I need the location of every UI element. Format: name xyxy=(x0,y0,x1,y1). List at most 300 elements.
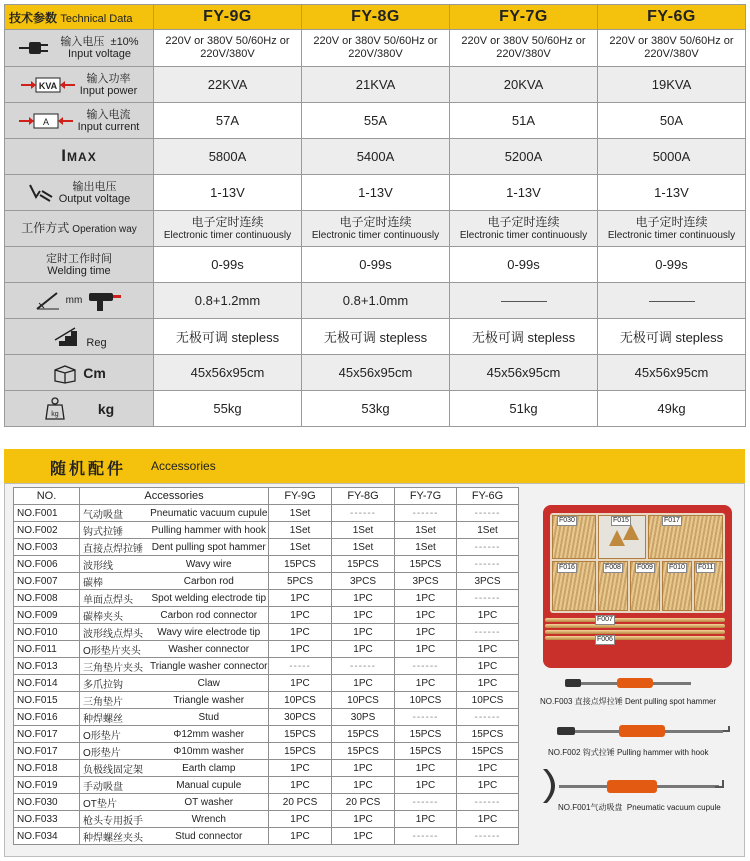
accessory-quantity: 1Set xyxy=(332,522,395,539)
box-icon xyxy=(52,362,78,384)
accessory-quantity: 15PCS xyxy=(332,743,395,760)
accessory-quantity: 1PC xyxy=(395,811,457,828)
accessory-quantity: 1PC xyxy=(332,641,395,658)
accessory-code: NO.F013 xyxy=(14,658,80,675)
accessory-quantity: 1PC xyxy=(269,760,332,777)
accessory-quantity: 1PC xyxy=(457,607,519,624)
accessory-quantity: ------ xyxy=(395,709,457,726)
spec-value: 5400A xyxy=(302,139,450,175)
accessory-quantity: 1PC xyxy=(269,641,332,658)
accessory-name-en: Triangle washer xyxy=(150,692,269,709)
accessory-quantity: 20 PCS xyxy=(269,794,332,811)
spec-label-welding-time xyxy=(5,247,154,283)
accessory-name-en: Wavy wire electrode tip xyxy=(150,624,269,641)
case-tag: F006 xyxy=(597,636,613,643)
spec-value: 5800A xyxy=(154,139,302,175)
accessory-code: NO.F008 xyxy=(14,590,80,607)
accessory-name-zh: 单面点焊头 xyxy=(80,590,150,607)
accessory-quantity: 1Set xyxy=(457,522,519,539)
angle-wire-icon xyxy=(35,291,61,311)
accessory-quantity: 1PC xyxy=(332,590,395,607)
spec-value: 55kg xyxy=(154,391,302,427)
column-header: Accessories xyxy=(80,488,269,505)
hook-hammer-image xyxy=(557,724,732,738)
spec-value: 0-99s xyxy=(154,247,302,283)
accessory-name-en: Carbon rod xyxy=(150,573,269,590)
ampere-icon-text: A xyxy=(42,116,49,127)
spec-label-weight xyxy=(5,391,154,427)
accessory-quantity: 10PCS xyxy=(332,692,395,709)
accessory-code: NO.F009 xyxy=(14,607,80,624)
accessory-quantity: 1PC xyxy=(395,760,457,777)
accessory-name-en: Stud connector xyxy=(150,828,269,845)
accessory-name-en: Φ12mm washer xyxy=(150,726,269,743)
spec-row-regulation xyxy=(5,319,746,355)
label-en: Input current xyxy=(77,120,140,133)
accessory-quantity: 1PC xyxy=(457,811,519,828)
spec-value: 电子定时连续 Electronic timer continuously xyxy=(598,211,746,247)
spec-label-imax xyxy=(5,139,154,175)
label-en: Welding time xyxy=(47,264,111,277)
accessory-name-en: Manual cupule xyxy=(150,777,269,794)
accessory-quantity: 3PCS xyxy=(395,573,457,590)
spec-value: 45x56x95cm xyxy=(598,355,746,391)
carbon-rod xyxy=(545,618,725,622)
accessory-row xyxy=(14,709,519,726)
label-en: Input power xyxy=(79,84,138,97)
accessory-quantity: ------ xyxy=(457,794,519,811)
accessory-row xyxy=(14,777,519,794)
accessory-row xyxy=(14,692,519,709)
accessory-name-zh: 碳棒夹头 xyxy=(80,607,150,624)
accessory-row xyxy=(14,658,519,675)
accessory-name-zh: O形垫片 xyxy=(80,743,150,760)
accessory-row xyxy=(14,811,519,828)
spec-value: 22KVA xyxy=(154,67,302,103)
accessory-code: NO.F011 xyxy=(14,641,80,658)
spec-row-input-voltage xyxy=(5,30,746,67)
label-zh: 输入功率 xyxy=(86,72,131,85)
accessory-row xyxy=(14,505,519,522)
spec-label-operation-way xyxy=(5,211,154,247)
accessories-table xyxy=(13,487,519,845)
accessory-quantity: 3PCS xyxy=(332,573,395,590)
label-zh: 输入电流 xyxy=(86,108,131,121)
accessories-panel xyxy=(4,483,745,857)
accessory-quantity: 15PCS xyxy=(395,743,457,760)
spec-value: 0.8+1.2mm xyxy=(154,283,302,319)
empty-dash xyxy=(649,301,695,302)
column-header: FY-8G xyxy=(332,488,395,505)
accessory-name-zh: OT垫片 xyxy=(80,794,150,811)
spec-value: 5000A xyxy=(598,139,746,175)
spec-value: 电子定时连续 Electronic timer continuously xyxy=(154,211,302,247)
spec-label-input-voltage xyxy=(5,30,154,67)
spec-value: 1-13V xyxy=(302,175,450,211)
accessory-quantity: 1Set xyxy=(269,505,332,522)
accessory-quantity: ------ xyxy=(457,624,519,641)
accessory-row xyxy=(14,828,519,845)
tool-caption: NO.F002 钩式拉锤 Pulling hammer with hook xyxy=(548,748,709,757)
spec-value: 57A xyxy=(154,103,302,139)
column-header: FY-9G xyxy=(269,488,332,505)
label-en: mm xyxy=(65,294,83,306)
accessory-name-zh: 钩式拉锤 xyxy=(80,522,150,539)
accessory-quantity: 15PCS xyxy=(269,726,332,743)
accessory-quantity: 1Set xyxy=(395,522,457,539)
accessory-quantity: ------ xyxy=(457,590,519,607)
carbon-rod xyxy=(545,624,725,628)
spec-value: 51A xyxy=(450,103,598,139)
accessory-quantity: 1PC xyxy=(395,590,457,607)
accessory-name-zh: 手动吸盘 xyxy=(80,777,150,794)
accessory-code: NO.F016 xyxy=(14,709,80,726)
case-tag: F008 xyxy=(605,564,621,571)
spec-value: 电子定时连续 Electronic timer continuously xyxy=(450,211,598,247)
accessory-name-zh: 碳棒 xyxy=(80,573,150,590)
label-en: Output voltage xyxy=(58,192,131,205)
accessory-name-en: Pneumatic vacuum cupule xyxy=(150,505,269,522)
accessory-quantity: 1PC xyxy=(332,624,395,641)
spec-row-input-power xyxy=(5,67,746,103)
column-header: FY-7G xyxy=(395,488,457,505)
spec-value: 0-99s xyxy=(598,247,746,283)
accessory-quantity: 1PC xyxy=(269,607,332,624)
accessory-quantity: 1Set xyxy=(395,539,457,556)
accessory-quantity: 1PC xyxy=(395,624,457,641)
weight-icon xyxy=(44,397,66,421)
accessory-quantity: 1PC xyxy=(332,607,395,624)
accessory-code: NO.F017 xyxy=(14,726,80,743)
spec-value: 0.8+1.0mm xyxy=(302,283,450,319)
accessory-row xyxy=(14,556,519,573)
case-tag: F030 xyxy=(559,517,575,524)
spec-value: 220V or 380V 50/60Hz or 220V/380V xyxy=(302,30,450,67)
spec-value: 45x56x95cm xyxy=(302,355,450,391)
spec-value: 无极可调 stepless xyxy=(450,319,598,355)
accessory-name-en: Washer connector xyxy=(150,641,269,658)
spec-value: 55A xyxy=(302,103,450,139)
accessory-name-zh: 三角垫片夹头 xyxy=(80,658,150,675)
label-zh: 输入电压 xyxy=(60,36,105,48)
accessory-quantity: 3PCS xyxy=(457,573,519,590)
accessory-quantity: 1PC xyxy=(457,760,519,777)
spec-value: 45x56x95cm xyxy=(154,355,302,391)
accessory-quantity: 1PC xyxy=(332,828,395,845)
technical-data-header-row xyxy=(5,5,746,30)
accessory-quantity: 1PC xyxy=(332,811,395,828)
model-header: FY-8G xyxy=(302,5,450,30)
accessory-code: NO.F003 xyxy=(14,539,80,556)
technical-data-title-en: Technical Data xyxy=(60,12,133,25)
accessory-quantity: 1Set xyxy=(269,539,332,556)
spec-row-welding-time xyxy=(5,247,746,283)
accessory-name-zh: 多爪拉钩 xyxy=(80,675,150,692)
spot-gun-icon xyxy=(87,290,123,312)
accessory-quantity: 1PC xyxy=(395,777,457,794)
accessory-quantity: 15PCS xyxy=(269,743,332,760)
accessory-name-en: Wavy wire xyxy=(150,556,269,573)
spec-value: 0-99s xyxy=(450,247,598,283)
accessory-quantity: ------ xyxy=(457,556,519,573)
column-header: NO. xyxy=(14,488,80,505)
accessory-quantity: 15PCS xyxy=(269,556,332,573)
accessory-quantity: 1PC xyxy=(457,777,519,794)
accessory-quantity: 1PC xyxy=(269,590,332,607)
accessories-table-body xyxy=(14,488,519,845)
accessory-quantity: 1PC xyxy=(457,641,519,658)
accessory-name-en: Dent pulling spot hammer xyxy=(150,539,269,556)
accessory-quantity: 1PC xyxy=(269,675,332,692)
accessory-code: NO.F017 xyxy=(14,743,80,760)
accessory-code: NO.F034 xyxy=(14,828,80,845)
spec-label-output-voltage xyxy=(5,175,154,211)
accessory-quantity: ----- xyxy=(269,658,332,675)
spec-label-wire xyxy=(5,283,154,319)
welding-gun-icon xyxy=(28,183,54,203)
accessory-quantity: ------ xyxy=(395,828,457,845)
accessory-quantity: 1PC xyxy=(457,658,519,675)
accessory-row xyxy=(14,760,519,777)
accessory-quantity: ------ xyxy=(457,505,519,522)
imax-label: IMAX xyxy=(61,145,97,165)
stairs-icon xyxy=(51,326,81,348)
case-tag: F016 xyxy=(559,564,575,571)
accessory-quantity: 15PCS xyxy=(457,743,519,760)
case-tag: F011 xyxy=(698,564,714,571)
plug-icon xyxy=(19,39,55,57)
accessory-quantity: 10PCS xyxy=(395,692,457,709)
spec-value: 45x56x95cm xyxy=(450,355,598,391)
accessory-row xyxy=(14,539,519,556)
accessory-name-en: Spot welding electrode tip xyxy=(150,590,269,607)
accessory-row xyxy=(14,726,519,743)
accessory-quantity: ------ xyxy=(395,658,457,675)
spec-value: 1-13V xyxy=(598,175,746,211)
case-tag: F015 xyxy=(613,517,629,524)
spec-label-size xyxy=(5,355,154,391)
spec-value: 5200A xyxy=(450,139,598,175)
ampere-arrow-icon xyxy=(19,113,73,129)
accessory-name-zh: 种焊螺丝 xyxy=(80,709,150,726)
accessory-name-en: Pulling hammer with hook xyxy=(150,522,269,539)
accessory-quantity: 1PC xyxy=(332,675,395,692)
spec-value: 20KVA xyxy=(450,67,598,103)
spec-value: 0-99s xyxy=(302,247,450,283)
accessory-quantity: 15PCS xyxy=(395,726,457,743)
weight-icon-text: kg xyxy=(51,410,59,418)
carbon-rod xyxy=(545,630,725,634)
accessory-code: NO.F015 xyxy=(14,692,80,709)
case-compartment xyxy=(648,515,723,559)
kva-arrow-icon xyxy=(21,77,75,93)
spec-value: 无极可调 stepless xyxy=(154,319,302,355)
accessory-name-zh: 直接点焊拉锤 xyxy=(80,539,150,556)
kva-icon-text: KVA xyxy=(38,80,57,91)
label-zh: 输出电压 xyxy=(72,180,117,193)
accessory-code: NO.F033 xyxy=(14,811,80,828)
spec-row-input-current xyxy=(5,103,746,139)
accessory-quantity: 1PC xyxy=(332,760,395,777)
spec-value-empty xyxy=(598,283,746,319)
accessory-quantity: ------ xyxy=(457,539,519,556)
tool-caption: NO.F001气动吸盘 Pneumatic vacuum cupule xyxy=(558,803,721,812)
accessory-row xyxy=(14,522,519,539)
spec-row-weight xyxy=(5,391,746,427)
label-en: kg xyxy=(97,400,115,417)
accessory-name-en: Claw xyxy=(150,675,269,692)
accessory-row xyxy=(14,590,519,607)
spec-value: 21KVA xyxy=(302,67,450,103)
label-en: Operation way xyxy=(72,223,137,235)
technical-data-title xyxy=(5,5,154,30)
accessory-name-zh: 三角垫片 xyxy=(80,692,150,709)
accessory-quantity: 1Set xyxy=(269,522,332,539)
accessory-quantity: 30PS xyxy=(332,709,395,726)
accessory-row xyxy=(14,743,519,760)
spec-value: 1-13V xyxy=(450,175,598,211)
accessory-quantity: 15PCS xyxy=(457,726,519,743)
spec-value: 49kg xyxy=(598,391,746,427)
accessory-code: NO.F018 xyxy=(14,760,80,777)
case-tag: F017 xyxy=(664,517,680,524)
spec-row-operation-way xyxy=(5,211,746,247)
accessory-row xyxy=(14,675,519,692)
accessory-quantity: 30PCS xyxy=(269,709,332,726)
spec-value: 电子定时连续 Electronic timer continuously xyxy=(302,211,450,247)
spec-value: 220V or 380V 50/60Hz or 220V/380V xyxy=(598,30,746,67)
accessory-quantity: ------ xyxy=(332,658,395,675)
label-en: Reg xyxy=(86,336,107,349)
label-en: Cm xyxy=(83,364,106,381)
spec-row-imax xyxy=(5,139,746,175)
spec-value: 50A xyxy=(598,103,746,139)
accessory-row xyxy=(14,607,519,624)
accessory-quantity: ------ xyxy=(457,709,519,726)
accessory-quantity: 15PCS xyxy=(332,726,395,743)
accessory-quantity: 1PC xyxy=(332,777,395,794)
accessory-name-en: Wrench xyxy=(150,811,269,828)
label-en: Input voltage xyxy=(68,48,131,60)
spec-value: 1-13V xyxy=(154,175,302,211)
accessory-row xyxy=(14,573,519,590)
accessory-name-zh: 波形线 xyxy=(80,556,150,573)
accessory-quantity: 1PC xyxy=(395,607,457,624)
label-suffix: ±10% xyxy=(110,36,139,48)
technical-data-table xyxy=(4,4,746,427)
accessory-quantity: 1PC xyxy=(269,828,332,845)
accessory-name-zh: 种焊螺丝夹头 xyxy=(80,828,150,845)
accessory-code: NO.F007 xyxy=(14,573,80,590)
accessories-header-row xyxy=(14,488,519,505)
accessory-code: NO.F030 xyxy=(14,794,80,811)
accessory-code: NO.F001 xyxy=(14,505,80,522)
spec-row-output-voltage xyxy=(5,175,746,211)
accessory-quantity: 1PC xyxy=(395,675,457,692)
accessory-row xyxy=(14,624,519,641)
spec-label-input-power xyxy=(5,67,154,103)
spec-value: 19KVA xyxy=(598,67,746,103)
accessory-quantity: 20 PCS xyxy=(332,794,395,811)
accessory-name-en: Carbon rod connector xyxy=(150,607,269,624)
spec-value: 53kg xyxy=(302,391,450,427)
spec-row-wire xyxy=(5,283,746,319)
spec-value: 51kg xyxy=(450,391,598,427)
tool-caption: NO.F003 直接点焊拉锤 Dent pulling spot hammer xyxy=(540,697,717,706)
accessory-quantity: 1PC xyxy=(269,777,332,794)
label-zh: 工作方式 xyxy=(21,220,70,235)
spec-label-input-current xyxy=(5,103,154,139)
accessory-name-en: Stud xyxy=(150,709,269,726)
accessory-quantity: ------ xyxy=(395,794,457,811)
accessory-name-en: Earth clamp xyxy=(150,760,269,777)
vacuum-cupule-image xyxy=(537,767,727,807)
case-tag: F009 xyxy=(637,564,653,571)
model-header: FY-6G xyxy=(598,5,746,30)
accessory-code: NO.F010 xyxy=(14,624,80,641)
accessory-case-image xyxy=(543,505,732,668)
technical-data-title-zh: 技术参数 xyxy=(9,10,58,25)
accessory-quantity: ------ xyxy=(395,505,457,522)
accessories-title-en: Accessories xyxy=(151,459,216,473)
accessory-code: NO.F019 xyxy=(14,777,80,794)
accessories-title-zh: 随机配件 xyxy=(50,461,127,478)
accessory-code: NO.F006 xyxy=(14,556,80,573)
accessory-row xyxy=(14,794,519,811)
accessories-header xyxy=(4,449,745,483)
accessory-name-zh: O形垫片夹头 xyxy=(80,641,150,658)
accessory-name-en: Triangle washer connector xyxy=(150,658,269,675)
accessory-quantity: 1PC xyxy=(269,624,332,641)
accessory-quantity: 10PCS xyxy=(457,692,519,709)
case-tag: F007 xyxy=(597,616,613,623)
spec-row-size xyxy=(5,355,746,391)
accessory-quantity: 1Set xyxy=(332,539,395,556)
accessory-quantity: 15PCS xyxy=(395,556,457,573)
spec-label-regulation xyxy=(5,319,154,355)
accessory-quantity: 15PCS xyxy=(332,556,395,573)
accessory-name-zh: O形垫片 xyxy=(80,726,150,743)
spec-value: 220V or 380V 50/60Hz or 220V/380V xyxy=(450,30,598,67)
accessory-quantity: 1PC xyxy=(269,811,332,828)
accessory-quantity: 1PC xyxy=(395,641,457,658)
accessory-name-en: OT washer xyxy=(150,794,269,811)
model-header: FY-9G xyxy=(154,5,302,30)
carbon-rod xyxy=(545,636,725,640)
spec-value-empty xyxy=(450,283,598,319)
accessory-name-en: Φ10mm washer xyxy=(150,743,269,760)
column-header: FY-6G xyxy=(457,488,519,505)
accessory-name-zh: 波形线点焊头 xyxy=(80,624,150,641)
spec-value: 220V or 380V 50/60Hz or 220V/380V xyxy=(154,30,302,67)
accessory-code: NO.F014 xyxy=(14,675,80,692)
accessory-quantity: 5PCS xyxy=(269,573,332,590)
model-header: FY-7G xyxy=(450,5,598,30)
accessory-name-zh: 枪头专用扳手 xyxy=(80,811,150,828)
accessory-name-zh: 气动吸盘 xyxy=(80,505,150,522)
accessory-quantity: 10PCS xyxy=(269,692,332,709)
accessory-name-zh: 负极线固定架 xyxy=(80,760,150,777)
accessory-quantity: ------ xyxy=(457,828,519,845)
empty-dash xyxy=(501,301,547,302)
accessory-quantity: 1PC xyxy=(457,675,519,692)
accessory-row xyxy=(14,641,519,658)
accessory-code: NO.F002 xyxy=(14,522,80,539)
case-tag: F010 xyxy=(669,564,685,571)
spec-value: 无极可调 stepless xyxy=(598,319,746,355)
spot-hammer-image xyxy=(565,677,695,689)
spec-value: 无极可调 stepless xyxy=(302,319,450,355)
